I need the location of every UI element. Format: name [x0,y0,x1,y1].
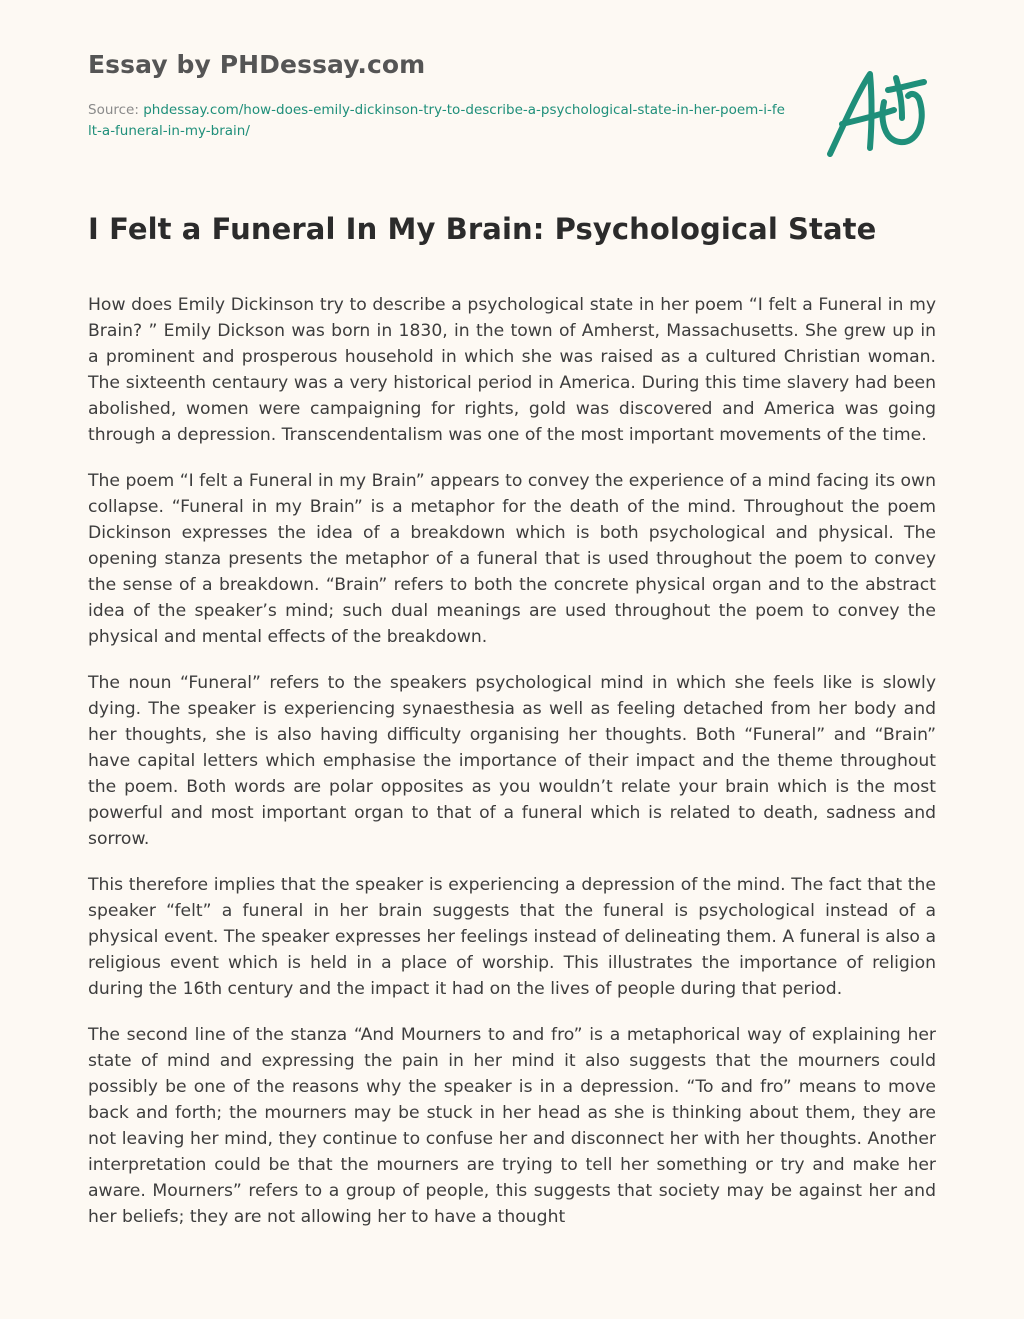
essay-paragraph: How does Emily Dickinson try to describe a psychological state in her poem “I felt a Funeral in my Brain? ” Emily Dickson was born in 1830, in the town of Amherst, Massachusetts. She grew up in a prominent and prosperous household in which she was raised as a cultured Christian woman. The sixteenth centaury was a very historical period in America. During this time slavery had been abolished, women were campaigning for rights, gold was discovered and America was going through a depression. Transcendentalism was one of the most important movements of the time. [88,295,936,445]
source-line [88,100,788,142]
essay-paragraph: The second line of the stanza “And Mourners to and fro” is a metaphorical way of explaining her state of mind and expressing the pain in her mind it also suggests that the mourners could possibly be one of the reasons why the speaker is in a depression. “To and fro” means to move back and forth; the mourners may be stuck in her head as she is thinking about them, they are not leaving her mind, they continue to confuse her and disconnect her with her thoughts. Another interpretation could be that the mourners are trying to tell her something or try and make her aware. Mourners” refers to a group of people, this suggests that society may be against her and her beliefs; they are not allowing her to have a thought [88,1025,936,1227]
site-name: Essay by PHDessay.com [88,50,426,79]
essay-paragraph: This therefore implies that the speaker is experiencing a depression of the mind. The fact that the speaker “felt” a funeral in her brain suggests that the funeral is psychological instead of a physical event. The speaker expresses her feelings instead of delineating them. A funeral is also a religious event which is held in a place of worship. This illustrates the importance of religion during the 16th century and the impact it had on the lives of people during that period. [88,875,936,999]
a-plus-logo-icon [822,62,932,162]
source-link[interactable]: phdessay.com/how-does-emily-dickinson-try-to-describe-a-psychological-state-in-her-poem-i-felt-a-funeral-in-my-brain/ [88,102,785,139]
essay-paragraph: The noun “Funeral” refers to the speakers psychological mind in which she feels like is slowly dying. The speaker is experiencing synaesthesia as well as feeling detached from her body and her thoughts, she is also having difficulty organising her thoughts. Both “Funeral” and “Brain” have capital letters which emphasise the importance of their impact and the theme throughout the poem. Both words are polar opposites as you wouldn’t relate your brain which is the most powerful and most important organ to that of a funeral which is related to death, sadness and sorrow. [88,673,936,849]
essay-title: I Felt a Funeral In My Brain: Psychological State [88,212,877,246]
source-label: Source: [88,102,144,118]
essay-paragraph: The poem “I felt a Funeral in my Brain” appears to convey the experience of a mind facing its own collapse. “Funeral in my Brain” is a metaphor for the death of the mind. Throughout the poem Dickinson expresses the idea of a breakdown which is both psychological and physical. The opening stanza presents the metaphor of a funeral that is used throughout the poem to convey the sense of a breakdown. “Brain” refers to both the concrete physical organ and to the abstract idea of the speaker’s mind; such dual meanings are used throughout the poem to convey the physical and mental effects of the breakdown. [88,471,936,647]
essay-body [88,292,936,1250]
